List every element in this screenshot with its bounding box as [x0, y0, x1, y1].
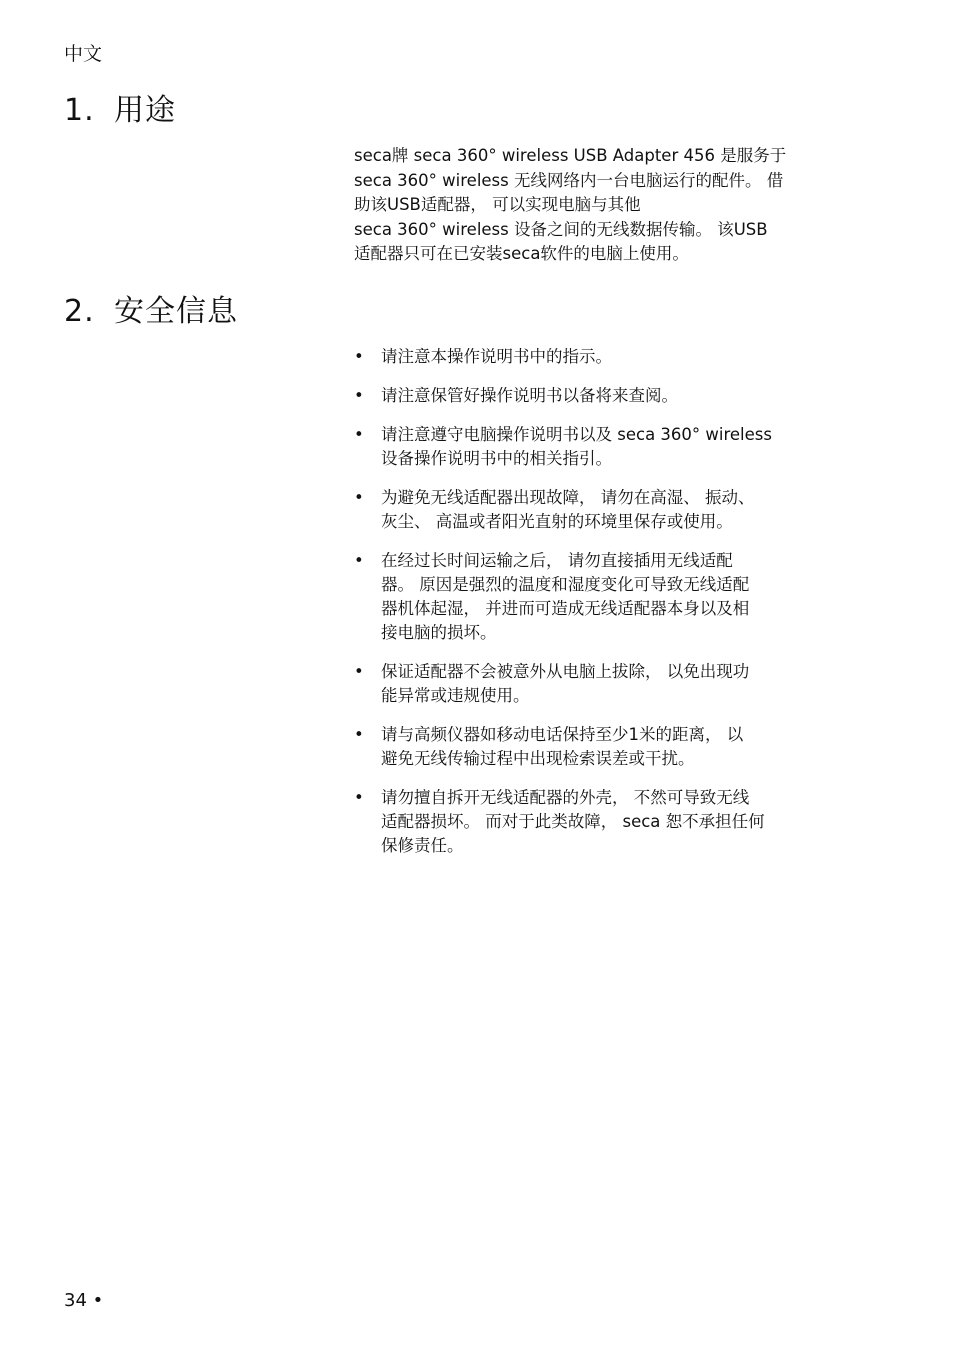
safety-item-line: 为避免无线适配器出现故障， 请勿在高湿、 振动、 — [381, 488, 755, 507]
safety-list-item — [354, 486, 854, 534]
section-title-safety — [64, 293, 238, 331]
bullet-icon: • — [354, 425, 364, 444]
safety-list-item — [354, 384, 854, 408]
section-number: 2. — [64, 294, 95, 329]
bullet-icon: • — [354, 386, 364, 405]
paragraph-line: seca牌 seca 360° wireless USB Adapter 456 是服务于 — [354, 146, 787, 165]
safety-list-item — [354, 786, 854, 858]
paragraph-line: 助该USB适配器， 可以实现电脑与其他 — [354, 195, 641, 215]
safety-item-line: 器机体起湿， 并进而可造成无线适配器本身以及相 — [381, 599, 750, 618]
safety-item-line: 灰尘、 高温或者阳光直射的环境里保存或使用。 — [381, 512, 733, 531]
paragraph-line: seca 360° wireless 设备之间的无线数据传输。 该USB — [354, 219, 768, 239]
safety-item-line: 能异常或违规使用。 — [381, 686, 530, 705]
section-title-text: 用途 — [114, 93, 176, 128]
bullet-icon: • — [354, 662, 364, 681]
bullet-icon: • — [354, 551, 364, 570]
safety-item-line: 请与高频仪器如移动电话保持至少1米的距离， 以 — [381, 725, 744, 744]
safety-item-line: 请注意遵守电脑操作说明书以及 seca 360° wireless — [381, 425, 772, 444]
safety-item-line: 请注意保管好操作说明书以备将来查阅。 — [381, 386, 678, 405]
safety-item-line: 设备操作说明书中的相关指引。 — [381, 449, 612, 468]
safety-item-line: 接电脑的损坏。 — [381, 623, 497, 642]
bullet-icon: • — [354, 725, 364, 744]
safety-item-line: 保证适配器不会被意外从电脑上拔除， 以免出现功 — [381, 662, 750, 681]
safety-list-item — [354, 423, 854, 471]
purpose-paragraph — [354, 144, 854, 267]
safety-item-line: 器。 原因是强烈的温度和湿度变化可导致无线适配 — [381, 575, 750, 594]
bullet-icon: • — [354, 488, 364, 507]
language-label: 中文 — [64, 43, 103, 65]
safety-list-item — [354, 660, 854, 708]
section-title-text: 安全信息 — [114, 294, 238, 329]
paragraph-line: 适配器只可在已安装seca软件的电脑上使用。 — [354, 244, 689, 264]
safety-list-item — [354, 549, 854, 645]
safety-item-line: 请勿擅自拆开无线适配器的外壳， 不然可导致无线 — [381, 788, 750, 807]
bullet-icon: • — [354, 788, 364, 807]
safety-item-line: 适配器损坏。 而对于此类故障， seca 恕不承担任何 — [381, 812, 765, 831]
safety-list-item — [354, 723, 854, 771]
section-title-purpose — [64, 92, 176, 130]
safety-item-line: 请注意本操作说明书中的指示。 — [381, 347, 612, 366]
paragraph-line: seca 360° wireless 无线网络内一台电脑运行的配件。 借 — [354, 170, 784, 190]
safety-list — [354, 345, 854, 873]
section-number: 1. — [64, 93, 95, 128]
safety-item-line: 避免无线传输过程中出现检索误差或干扰。 — [381, 749, 695, 768]
safety-item-line: 保修责任。 — [381, 836, 464, 855]
bullet-icon: • — [354, 347, 364, 366]
page-number: 34 • — [64, 1290, 104, 1311]
safety-item-line: 在经过长时间运输之后， 请勿直接插用无线适配 — [381, 551, 733, 570]
safety-list-item — [354, 345, 854, 369]
